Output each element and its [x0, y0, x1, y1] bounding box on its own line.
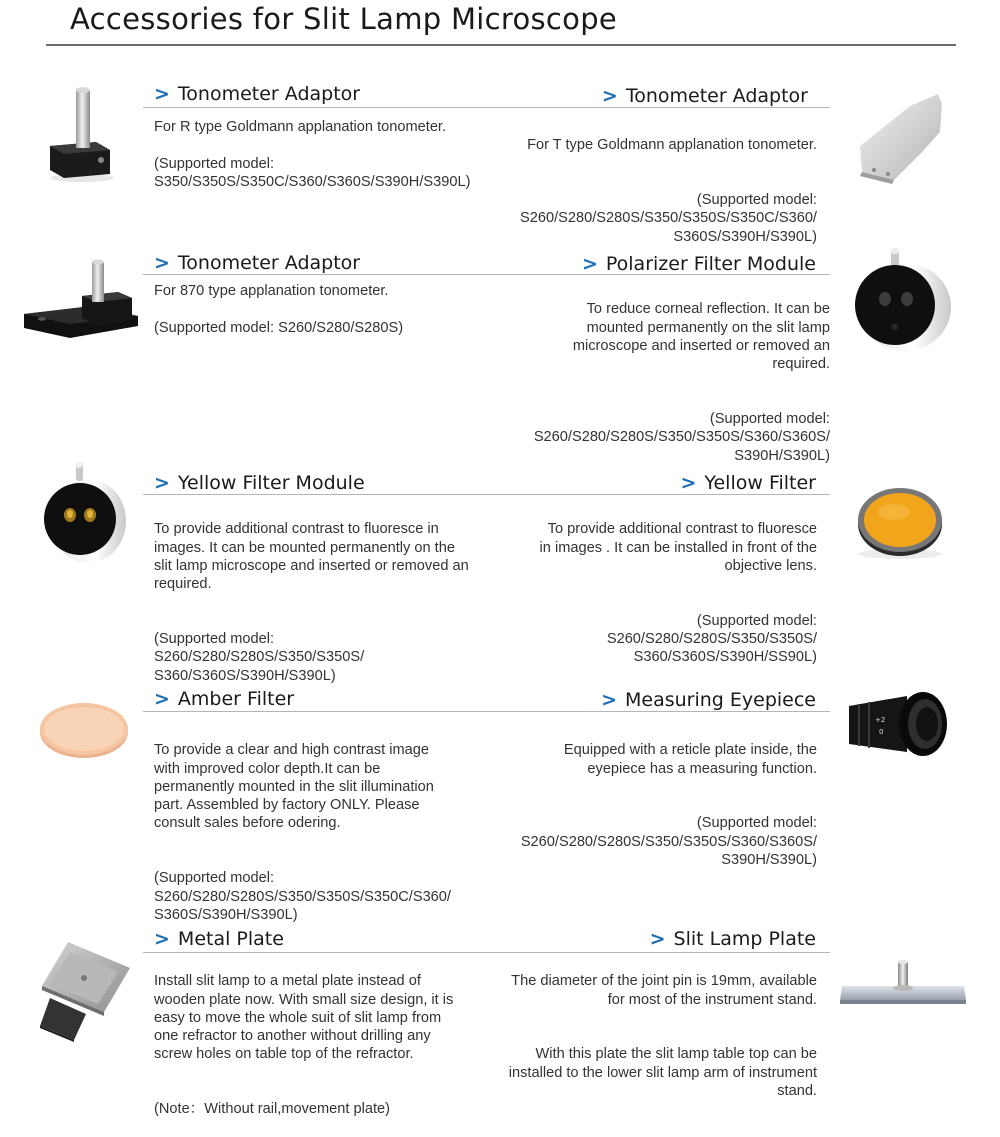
item-heading: > Metal Plate [154, 928, 284, 950]
t-type-tonometer-adaptor-image [852, 92, 946, 186]
yellow-filter-module-image [40, 461, 128, 567]
polarizer-filter-module-image [847, 247, 955, 353]
chevron-right-icon: > [154, 928, 170, 950]
section-divider [143, 952, 830, 953]
item-description: To provide additional contrast to fluoresce in images. It can be mounted permanently on the slit lamp microscope and inserted or removed an required. (Supported model: S260/S280/S280S/S350/S350S/ S360/S360S/S390H/S390L) [154, 521, 469, 684]
item-description: For 870 type applanation tonometer. (Supported model: S260/S280/S280S) [154, 283, 404, 336]
page-title: Accessories for Slit Lamp Microscope [70, 2, 618, 36]
item-heading: > Yellow Filter [680, 472, 816, 494]
chevron-right-icon: > [154, 472, 170, 494]
chevron-right-icon: > [154, 252, 170, 274]
r-type-tonometer-adaptor-image [44, 84, 120, 184]
item-heading: > Tonometer Adaptor [154, 83, 361, 105]
item-description: The diameter of the joint pin is 19mm, available for most of the instrument stand. With this plate the slit lamp table top can be installed to the lower slit lamp arm of instrument stand. [508, 973, 817, 1100]
chevron-right-icon: > [680, 472, 697, 494]
item-heading: > Amber Filter [154, 688, 295, 710]
measuring-eyepiece-image [845, 688, 951, 760]
svg-text:+2: +2 [875, 716, 886, 724]
section-divider [143, 711, 830, 712]
metal-plate-image [40, 938, 132, 1044]
item-heading: > Tonometer Adaptor [601, 85, 808, 107]
item-description: To provide a clear and high contrast image with improved color depth.It can be permanently mounted in the slit illumination part. Assembled by factory ONLY. Please consult sales before odering. (Supported model: S260/S280/S280S/S350/S350S/S350C/S360/ S360S/S390H/S390L) [154, 742, 451, 923]
chevron-right-icon: > [601, 689, 617, 711]
item-description: For R type Goldmann applanation tonometer. (Supported model: S350/S350S/S350C/S360/S360S/S390H/S390L) [154, 119, 471, 190]
yellow-filter-image [854, 480, 946, 560]
amber-filter-image [38, 698, 130, 760]
item-heading: > Slit Lamp Plate [649, 928, 816, 950]
item-description: Equipped with a reticle plate inside, the eyepiece has a measuring function. (Supported model: S260/S280/S280S/S350/S350S/S360/S360S/ S390H/S390L) [520, 742, 817, 869]
item-heading: > Measuring Eyepiece [601, 689, 816, 711]
title-divider [46, 44, 956, 46]
chevron-right-icon: > [649, 928, 666, 950]
section-divider [143, 107, 830, 108]
item-heading: > Yellow Filter Module [154, 472, 365, 494]
item-description: To reduce corneal reflection. It can be mounted permanently on the slit lamp microscope and inserted or removed an required. (Supported model: S260/S280/S280S/S350/S350S/S360/S360S/ S390H/S390L) [533, 301, 830, 464]
item-description: For T type Goldmann applanation tonometer. (Supported model: S260/S280/S280S/S350/S350S/S350C/S360/ S360S/S390H/S390L) [520, 137, 817, 245]
slit-lamp-plate-image [838, 958, 968, 1008]
item-description: Install slit lamp to a metal plate instead of wooden plate now. With small size design, it is easy to move the whole suit of slit lamp from one refractor to another without drilling any screw holes on table top of the refractor. (Note：Without rail,movement plate) [154, 973, 454, 1118]
item-heading: > Tonometer Adaptor [154, 252, 361, 274]
svg-text:0: 0 [879, 728, 884, 736]
chevron-right-icon: > [601, 85, 618, 107]
chevron-right-icon: > [581, 253, 598, 275]
chevron-right-icon: > [154, 688, 170, 710]
chevron-right-icon: > [154, 83, 170, 105]
item-description: To provide additional contrast to fluoresce in images . It can be installed in front of the objective lens. (Supported model: S260/S280/S280S/S350/S350S/ S360/S360S/S390H/SS90L) [539, 521, 817, 666]
section-divider [143, 494, 830, 495]
item-heading: > Polarizer Filter Module [581, 253, 816, 275]
870-tonometer-adaptor-image [22, 256, 140, 344]
